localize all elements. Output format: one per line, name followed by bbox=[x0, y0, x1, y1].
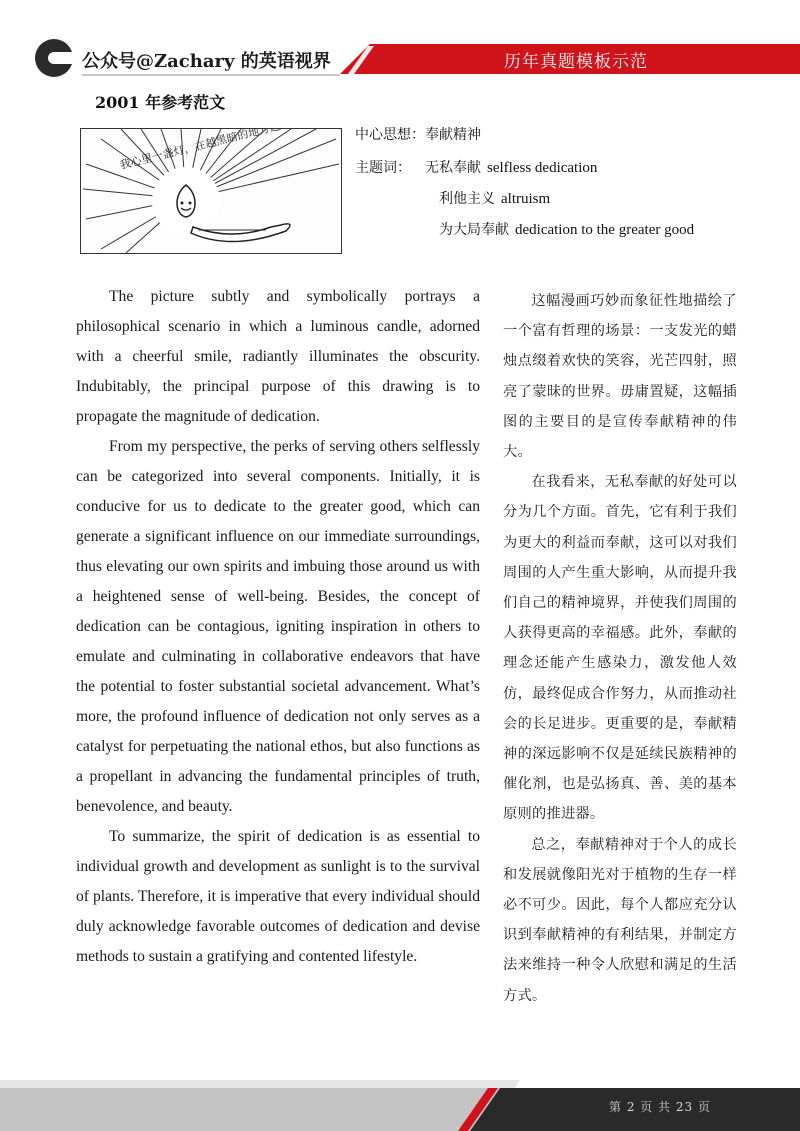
keywords-row-1 bbox=[355, 157, 597, 177]
logo-icon bbox=[30, 36, 80, 80]
english-essay bbox=[76, 282, 480, 972]
keywords-row-3 bbox=[439, 219, 694, 239]
central-idea-value: 奉献精神 bbox=[425, 127, 481, 143]
english-paragraph-2: From my perspective, the perks of serving others selflessly can be categorized into several components. Initially, it is conducive for us to dedicate to the greater good, which can generate a significant influence on our immediate surroundings, thus elevating our own spirits and imbuing those around us with a heightened sense of well-being. Besides, the concept of dedication can be contagious, igniting inspiration in others to emulate and culminating in collaborative endeavors that have the potential to foster substantial societal advancement. What’s more, the profound influence of dedication not only serves as a catalyst for perpetuating the national ethos, but also functions as a propellant in advancing the fundamental principles of truth, benevolence, and beauty. bbox=[76, 438, 480, 815]
central-idea-label: 中心思想： bbox=[355, 127, 425, 143]
page-number: 第 2 页 共 23 页 bbox=[609, 1100, 711, 1114]
header-title: 历年真题模板示范 bbox=[504, 52, 648, 72]
keyword-cn: 利他主义 bbox=[439, 191, 495, 207]
keyword-en: altruism bbox=[501, 191, 551, 207]
candle-cartoon bbox=[80, 128, 342, 254]
keyword-cn: 无私奉献 bbox=[425, 160, 481, 176]
chinese-paragraph-3: 总之，奉献精神对于个人的成长和发展就像阳光对于植物的生存一样必不可少。因此，每个人都应充分认识到奉献精神的有利结果，并制定方法来维持一种令人欣慰和满足的生活方式。 bbox=[503, 836, 737, 1004]
chinese-translation bbox=[503, 286, 737, 1011]
section-title: 2001 年参考范文 bbox=[95, 93, 226, 112]
central-idea-row bbox=[355, 124, 481, 144]
english-paragraph-1: The picture subtly and symbolically portrays a philosophical scenario in which a luminous candle, adorned with a cheerful smile, radiantly illuminates the obscurity. Indubitably, the principal purpose of this drawing is to propagate the magnitude of dedication. bbox=[76, 288, 480, 425]
english-paragraph-3: To summarize, the spirit of dedication is as essential to individual growth and development as sunlight is to the survival of plants. Therefore, it is imperative that every individual should duly acknowledge favorable outcomes of dedication and devise methods to sustain a gratifying and contented lifestyle. bbox=[76, 828, 480, 965]
chinese-paragraph-2: 在我看来，无私奉献的好处可以分为几个方面。首先，它有利于我们为更大的利益而奉献，这可以对我们周围的人产生重大影响，从而提升我们自己的精神境界，并使我们周围的人获得更高的幸福感。此外，奉献的理念还能产生感染力，激发他人效仿，最终促成合作努力，从而推动社会的长足进步。更重要的是，奉献精神的深远影响不仅是延续民族精神的催化剂，也是弘扬真、善、美的基本原则的推进器。 bbox=[503, 474, 737, 823]
chinese-paragraph-1: 这幅漫画巧妙而象征性地描绘了一个富有哲理的场景：一支发光的蜡烛点缀着欢快的笑容，光芒四射，照亮了蒙昧的世界。毋庸置疑，这幅插图的主要目的是宣传奉献精神的伟大。 bbox=[503, 293, 737, 461]
keyword-en: dedication to the greater good bbox=[515, 222, 695, 238]
keyword-cn: 为大局奉献 bbox=[439, 222, 509, 238]
keyword-en: selfless dedication bbox=[487, 160, 598, 176]
keywords-row-2 bbox=[439, 188, 550, 208]
page-header bbox=[0, 0, 800, 90]
header-underline bbox=[82, 74, 340, 76]
keywords-label: 主题词： bbox=[355, 160, 411, 176]
brand-name: 公众号@Zachary 的英语视界 bbox=[82, 51, 331, 72]
